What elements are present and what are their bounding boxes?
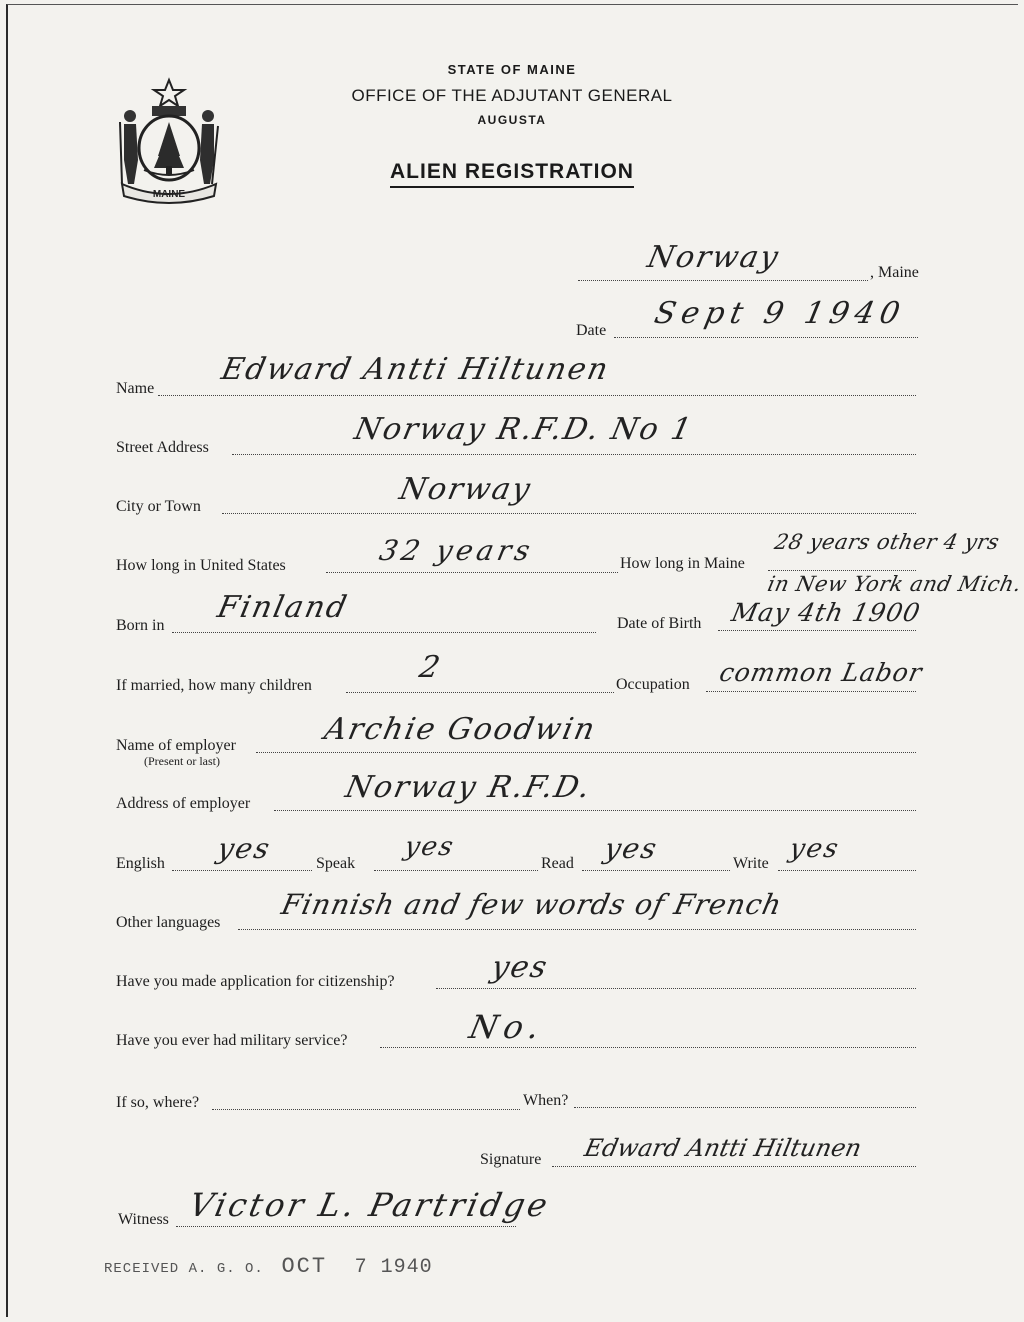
how-long-us-line [326, 572, 618, 573]
occupation-line [706, 691, 916, 692]
street-label: Street Address [116, 439, 209, 456]
write-label: Write [733, 855, 769, 872]
employer-label: Name of employer [116, 737, 236, 754]
street-value: Norway R.F.D. No 1 [351, 412, 697, 447]
read-line [582, 870, 730, 871]
citizenship-label: Have you made application for citizenship? [116, 973, 395, 990]
speak-value: yes [401, 832, 458, 862]
seal-banner-text: MAINE [152, 189, 186, 200]
speak-label: Speak [316, 855, 356, 872]
stamp-day-year: 7 1940 [354, 1256, 433, 1279]
employer-value: Archie Goodwin [321, 712, 600, 747]
employer-addr-value: Norway R.F.D. [342, 770, 595, 805]
write-line [778, 870, 916, 871]
military-line [380, 1047, 916, 1048]
city-value: Norway [396, 472, 535, 507]
citizenship-value: yes [488, 950, 552, 985]
header-office: OFFICE OF THE ADJUTANT GENERAL [351, 86, 673, 105]
witness-line [176, 1226, 516, 1227]
employer-note: (Present or last) [144, 754, 220, 768]
how-long-maine-value-1: 28 years other 4 yrs [772, 530, 1002, 554]
dob-label: Date of Birth [617, 615, 702, 632]
how-long-us-label: How long in United States [116, 557, 286, 574]
witness-value: Victor L. Partridge [185, 1186, 554, 1224]
name-line [158, 395, 916, 396]
born-value: Finland [214, 590, 352, 625]
english-label: English [116, 855, 165, 872]
read-value: yes [601, 832, 662, 865]
how-long-maine-line [768, 570, 916, 571]
read-label: Read [541, 855, 574, 872]
town-value: Norway [644, 240, 783, 275]
received-stamp [104, 1254, 433, 1279]
military-label: Have you ever had military service? [116, 1032, 348, 1049]
city-label: City or Town [116, 498, 201, 515]
speak-line [374, 870, 538, 871]
stamp-month: OCT [281, 1254, 328, 1279]
employer-addr-label: Address of employer [116, 795, 251, 812]
how-long-maine-value-2: in New York and Mich. [765, 572, 1024, 596]
english-line [172, 870, 312, 871]
date-line [614, 337, 918, 338]
write-value: yes [786, 834, 843, 864]
born-label: Born in [116, 617, 165, 634]
born-line [172, 632, 596, 633]
children-value: 2 [416, 650, 445, 685]
citizenship-line [436, 988, 916, 989]
employer-line [256, 752, 916, 753]
city-line [222, 513, 916, 514]
name-value: Edward Antti Hiltunen [218, 352, 613, 387]
form-title-text: ALIEN REGISTRATION [390, 160, 634, 188]
date-label: Date [576, 322, 607, 339]
dob-value: May 4th 1900 [728, 598, 924, 627]
town-line [578, 280, 868, 281]
when-label: When? [523, 1092, 569, 1109]
other-lang-label: Other languages [116, 914, 221, 931]
witness-label: Witness [118, 1211, 169, 1228]
header-state: STATE OF MAINE [447, 62, 577, 77]
how-long-maine-label: How long in Maine [620, 555, 745, 572]
name-label: Name [116, 380, 155, 397]
date-value: Sept 9 1940 [651, 296, 909, 331]
street-line [232, 454, 916, 455]
occupation-label: Occupation [616, 676, 690, 693]
english-value: yes [214, 832, 275, 865]
maine-label: , Maine [870, 264, 919, 281]
maine-seal-icon [114, 76, 224, 206]
where-line [212, 1109, 520, 1110]
occupation-value: common Labor [716, 658, 926, 687]
dob-line [718, 630, 916, 631]
header-city: AUGUSTA [477, 113, 547, 127]
when-line [574, 1107, 916, 1108]
signature-value: Edward Antti Hiltunen [582, 1134, 865, 1162]
how-long-us-value: 32 years [376, 534, 537, 567]
other-lang-value: Finnish and few words of French [278, 888, 786, 921]
other-lang-line [238, 929, 916, 930]
stamp-received: RECEIVED A. G. O. [104, 1261, 264, 1277]
children-label: If married, how many children [116, 677, 312, 694]
signature-label: Signature [480, 1151, 542, 1168]
children-line [346, 692, 614, 693]
military-value: No. [465, 1008, 549, 1046]
signature-line [552, 1166, 916, 1167]
where-label: If so, where? [116, 1094, 200, 1111]
employer-addr-line [274, 810, 916, 811]
